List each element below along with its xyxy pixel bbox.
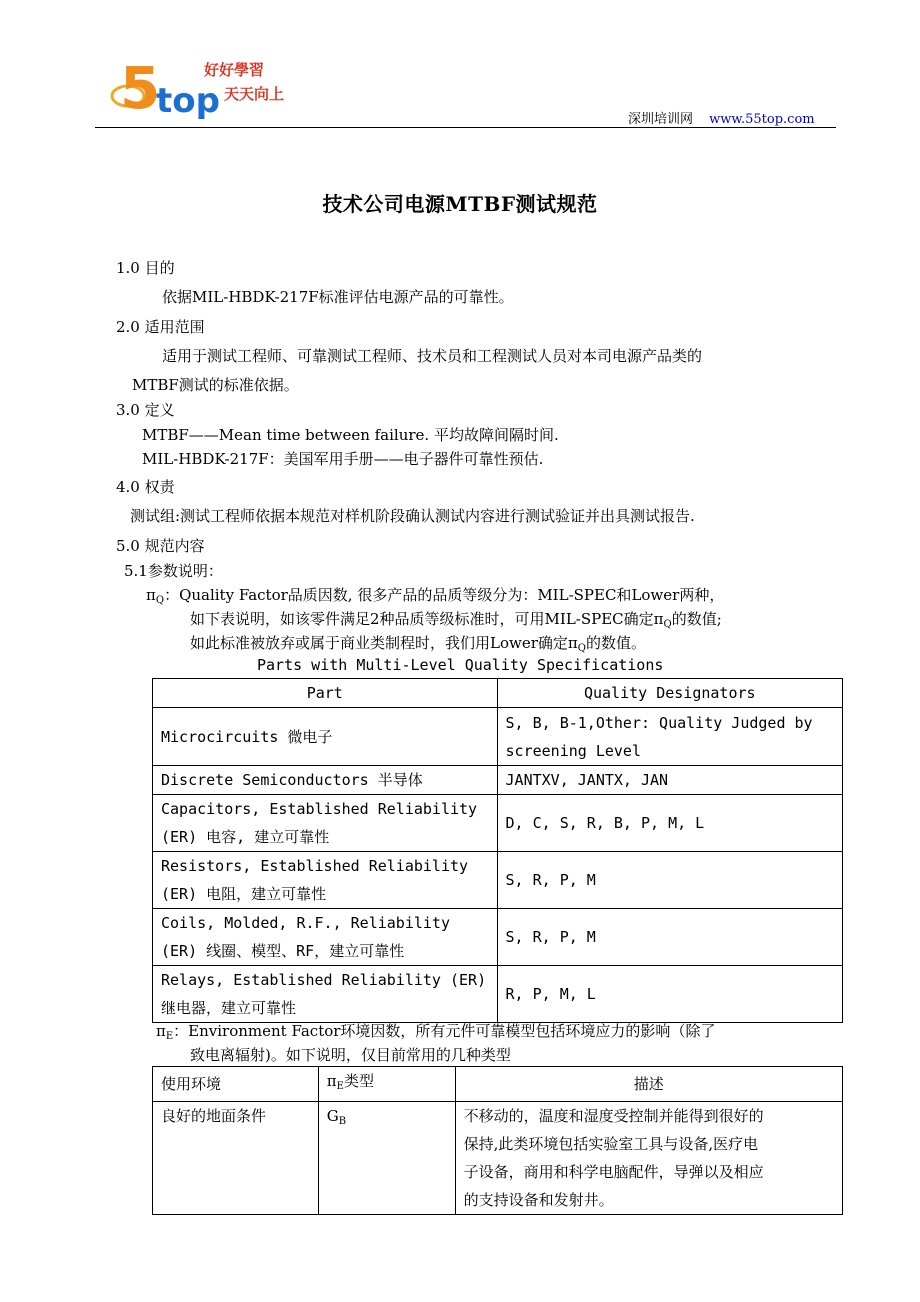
header-pi-e-type bbox=[318, 1067, 455, 1102]
description-cell bbox=[455, 1102, 842, 1215]
part-text-2: 继电器，建立可靠性 bbox=[161, 999, 297, 1017]
section-4-body: 测试组:测试工程师依据本规范对样机阶段确认测试内容进行测试验证并出具测试报告. bbox=[130, 507, 695, 525]
section-4-heading: 4.0 权责 bbox=[116, 478, 175, 496]
part-cell bbox=[153, 909, 498, 966]
header-part: Part bbox=[153, 679, 498, 708]
pi-q-subscript: Q bbox=[155, 595, 165, 606]
document-title: 技术公司电源MTBF测试规范 bbox=[322, 192, 598, 216]
designator-cell bbox=[497, 708, 842, 766]
section-1-heading: 1.0 目的 bbox=[116, 259, 175, 277]
pi-q-subscript-2: Q bbox=[663, 619, 672, 630]
pi-q-text-2a: 如下表说明，如该零件满足2种品质等级标准时，可用MIL-SPEC确定π bbox=[190, 610, 664, 628]
header-environment: 使用环境 bbox=[153, 1067, 319, 1102]
part-cell bbox=[153, 852, 498, 909]
part-text: Relays, Established Reliability (ER) bbox=[161, 971, 487, 989]
logo-slogan-2: 天天向上 bbox=[224, 85, 285, 103]
part-cell bbox=[153, 795, 498, 852]
description-line-2: 保持,此类环境包括实验室工具与设备,医疗电 bbox=[463, 1135, 759, 1153]
type-subscript: B bbox=[338, 1116, 347, 1127]
part-text: Capacitors, Established Reliability bbox=[161, 800, 478, 818]
type-main: G bbox=[326, 1107, 339, 1125]
header-description: 描述 bbox=[455, 1067, 842, 1102]
designator-text: S, B, B-1,Other: Quality Judged by bbox=[505, 713, 813, 732]
section-2-body-line-1: 适用于测试工程师、可靠测试工程师、技术员和工程测试人员对本司电源产品类的 bbox=[162, 347, 703, 365]
designator-cell bbox=[497, 909, 842, 966]
part-cell bbox=[153, 766, 498, 795]
designator-cell bbox=[497, 966, 842, 1023]
table-row bbox=[153, 1102, 843, 1215]
part-text: Coils, Molded, R.F., Reliability bbox=[161, 914, 450, 932]
pi-e-line-1 bbox=[156, 1020, 715, 1042]
pi-symbol: π bbox=[326, 1072, 337, 1090]
table-row bbox=[153, 852, 843, 909]
logo-top: top bbox=[156, 81, 220, 121]
designator-cell bbox=[497, 766, 842, 795]
section-3-body-line-1: MTBF——Mean time between failure. 平均故障间隔时间. bbox=[142, 426, 559, 444]
pi-q-line-2 bbox=[190, 608, 722, 630]
part-cell bbox=[153, 708, 498, 766]
pi-q-text-3b: 的数值。 bbox=[585, 634, 646, 652]
pi-e-text-1: ：Environment Factor环境因数，所有元件可靠模型包括环境应力的影响（除了 bbox=[173, 1022, 716, 1040]
section-3-body-line-2: MIL-HBDK-217F：美国军用手册——电子器件可靠性预估. bbox=[142, 450, 544, 468]
section-5-1-heading: 5.1参数说明： bbox=[124, 562, 223, 580]
header-quality-designators: Quality Designators bbox=[497, 679, 842, 708]
table-1-caption: Parts with Multi-Level Quality Specifications bbox=[257, 656, 664, 674]
section-2-heading: 2.0 适用范围 bbox=[116, 318, 205, 336]
pi-q-subscript-3: Q bbox=[577, 643, 586, 654]
part-text-2: (ER) 电阻，建立可靠性 bbox=[161, 885, 327, 903]
designator-cell bbox=[497, 852, 842, 909]
table-header-row bbox=[153, 1067, 843, 1102]
pi-q-line-3 bbox=[190, 632, 646, 654]
description-line-4: 的支持设备和发射井。 bbox=[463, 1191, 614, 1209]
table-header-row bbox=[153, 679, 843, 708]
site-name: 深圳培训网 bbox=[628, 112, 694, 127]
pi-e-symbol: π bbox=[156, 1022, 166, 1040]
pi-q-text-2b: 的数值; bbox=[671, 610, 722, 628]
logo-five: 5 bbox=[120, 54, 161, 122]
table-row bbox=[153, 795, 843, 852]
part-cell bbox=[153, 966, 498, 1023]
pi-q-line-1 bbox=[146, 584, 724, 606]
designator-text: R, P, M, L bbox=[505, 985, 596, 1003]
part-text-2: (ER) 电容, 建立可靠性 bbox=[161, 828, 330, 846]
site-logo bbox=[106, 50, 326, 126]
table-row bbox=[153, 909, 843, 966]
designator-text: JANTXV, JANTX, JAN bbox=[505, 771, 669, 789]
designator-text: S, R, P, M bbox=[505, 871, 596, 889]
type-label: 类型 bbox=[343, 1072, 374, 1090]
pi-q-text-3a: 如此标准被放弃或属于商业类制程时，我们用Lower确定π bbox=[190, 634, 578, 652]
part-text: Microcircuits 微电子 bbox=[161, 727, 333, 746]
quality-specifications-table bbox=[152, 678, 843, 1023]
environment-cell: 良好的地面条件 bbox=[153, 1102, 319, 1215]
part-text: Discrete Semiconductors 半导体 bbox=[161, 771, 423, 789]
section-1-body: 依据MIL-HBDK-217F标准评估电源产品的可靠性。 bbox=[162, 288, 514, 306]
designator-text: D, C, S, R, B, P, M, L bbox=[505, 814, 705, 832]
pi-q-symbol: π bbox=[146, 586, 156, 604]
logo-slogan-1: 好好學習 bbox=[204, 61, 265, 79]
table-row bbox=[153, 708, 843, 766]
part-text-2: (ER) 线圈、模型、RF，建立可靠性 bbox=[161, 942, 405, 960]
section-3-heading: 3.0 定义 bbox=[116, 401, 175, 419]
section-2-body-line-2: MTBF测试的标准依据。 bbox=[132, 376, 299, 394]
table-row bbox=[153, 766, 843, 795]
designator-text-2: screening Level bbox=[505, 741, 641, 760]
designator-cell bbox=[497, 795, 842, 852]
header-divider bbox=[95, 127, 836, 128]
pi-subscript: E bbox=[336, 1081, 344, 1092]
pi-e-line-2: 致电离辐射)。如下说明，仅目前常用的几种类型 bbox=[190, 1046, 511, 1064]
site-url-link[interactable]: www.55top.com bbox=[709, 112, 815, 127]
environment-factor-table bbox=[152, 1066, 843, 1215]
site-info bbox=[628, 108, 815, 127]
description-line-1: 不移动的，温度和湿度受控制并能得到很好的 bbox=[463, 1107, 764, 1125]
part-text: Resistors, Established Reliability bbox=[161, 857, 469, 875]
pi-e-subscript: E bbox=[165, 1031, 174, 1042]
designator-text: S, R, P, M bbox=[505, 928, 596, 946]
section-5-heading: 5.0 规范内容 bbox=[116, 537, 205, 555]
pi-q-text-1: ：Quality Factor品质因数, 很多产品的品质等级分为：MIL-SPEC和Lower两种， bbox=[164, 586, 725, 604]
type-cell bbox=[318, 1102, 455, 1215]
description-line-3: 子设备，商用和科学电脑配件，导弹以及相应 bbox=[463, 1163, 764, 1181]
table-row bbox=[153, 966, 843, 1023]
